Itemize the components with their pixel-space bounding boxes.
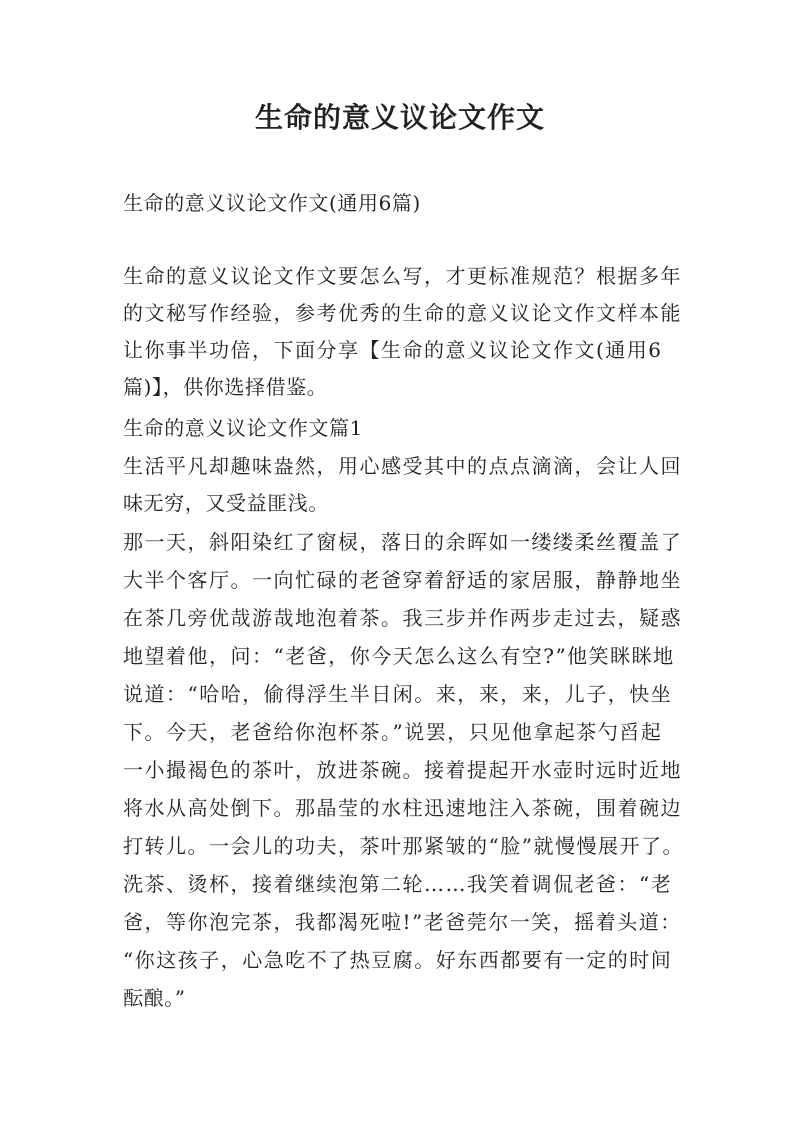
paragraph-line: 味无穷，又受益匪浅。: [123, 491, 329, 515]
paragraph-line: 大半个客厅。一向忙碌的老爸穿着舒适的家居服，静静地坐: [123, 568, 682, 592]
paragraph-line: 生活平凡却趣味盎然，用心感受其中的点点滴滴，会让人回: [123, 454, 682, 478]
paragraph-line: 让你事半功倍，下面分享【生命的意义议论文作文(通用6: [123, 338, 663, 362]
paragraph-line: 的文秘写作经验，参考优秀的生命的意义议论文作文样本能: [123, 301, 682, 325]
page-title: 生命的意义议论文作文: [254, 101, 545, 134]
paragraph-line: 一小撮褐色的茶叶，放进茶碗。接着提起开水壶时远时近地: [123, 758, 682, 782]
paragraph-line: 打转儿。一会儿的功夫，茶叶那紧皱的“脸”就慢慢展开了。: [123, 834, 684, 858]
paragraph-line: 下。今天，老爸给你泡杯茶。”说罢，只见他拿起茶勺舀起: [123, 720, 663, 744]
section-heading: 生命的意义议论文作文篇1: [123, 416, 363, 440]
paragraph-line: 说道：“哈哈，偷得浮生半日闲。来，来，来，儿子，快坐: [123, 682, 673, 706]
paragraph-line: 地望着他，问：“老爸，你今天怎么这么有空?”他笑眯眯地: [123, 644, 675, 668]
paragraph-line: 篇)】，供你选择借鉴。: [123, 375, 328, 399]
paragraph-line: 那一天，斜阳染红了窗棂，落日的余晖如一缕缕柔丝覆盖了: [123, 530, 682, 554]
paragraph-line: 爸，等你泡完茶，我都渴死啦!”老爸莞尔一笑，摇着头道：: [123, 910, 682, 934]
paragraph-line: 洗茶、烫杯，接着继续泡第二轮……我笑着调侃老爸：“老: [123, 872, 673, 896]
paragraph-line: “你这孩子，心急吃不了热豆腐。好东西都要有一定的时间: [123, 948, 673, 972]
paragraph-line: 将水从高处倒下。那晶莹的水柱迅速地注入茶碗，围着碗边: [123, 796, 682, 820]
paragraph-line: 生命的意义议论文作文要怎么写，才更标准规范？根据多年: [123, 264, 682, 288]
document-subtitle: 生命的意义议论文作文(通用6篇): [123, 191, 421, 215]
paragraph-line: 在茶几旁优哉游哉地泡着茶。我三步并作两步走过去，疑惑: [123, 606, 682, 630]
paragraph-line: 酝酿。”: [123, 986, 186, 1010]
